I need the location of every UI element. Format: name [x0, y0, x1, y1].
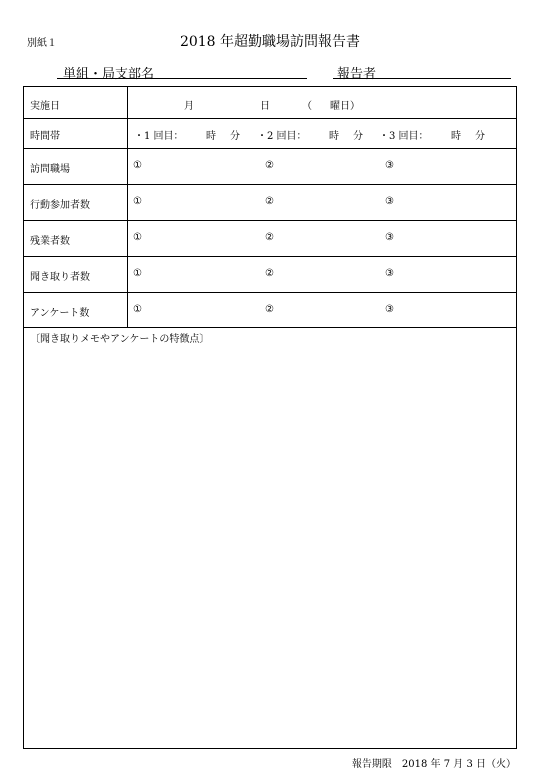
interviewees-3-field[interactable]: ③: [385, 268, 394, 279]
visited-workplace-2-field[interactable]: ②: [265, 160, 274, 171]
date-paren: （: [302, 101, 312, 112]
overtime-workers-2-field[interactable]: ②: [265, 232, 274, 243]
org-name-label: 単組・局支部名: [63, 67, 155, 82]
participants-1-field[interactable]: ①: [133, 196, 142, 207]
row-divider: [24, 148, 516, 149]
visited-workplace-3-field[interactable]: ③: [385, 160, 394, 171]
visited-workplaces-label: 訪問職場: [30, 164, 70, 175]
notes-area[interactable]: [24, 345, 516, 745]
interviewees-2-field[interactable]: ②: [265, 268, 274, 279]
overtime-workers-label: 残業者数: [30, 236, 70, 247]
surveys-1-field[interactable]: ①: [133, 304, 142, 315]
overtime-workers-1-field[interactable]: ①: [133, 232, 142, 243]
interviewees-1-field[interactable]: ①: [133, 268, 142, 279]
column-divider: [127, 87, 128, 327]
participants-2-field[interactable]: ②: [265, 196, 274, 207]
date-row-label: 実施日: [30, 101, 60, 112]
visited-workplace-1-field[interactable]: ①: [133, 160, 142, 171]
time-slot-1-label: ・1 回目：: [134, 131, 184, 142]
time-slot-2-label: ・2 回目：: [257, 131, 307, 142]
overtime-workers-3-field[interactable]: ③: [385, 232, 394, 243]
time-row-label: 時間帯: [30, 131, 60, 142]
surveys-label: アンケート数: [30, 308, 90, 319]
row-divider: [24, 327, 516, 328]
row-divider: [24, 118, 516, 119]
row-divider: [24, 292, 516, 293]
reporter-label: 報告者: [337, 67, 377, 82]
row-divider: [24, 256, 516, 257]
page-title: 2018 年超勤職場訪問報告書: [179, 34, 361, 50]
date-month-field[interactable]: 月: [184, 101, 194, 112]
surveys-2-field[interactable]: ②: [265, 304, 274, 315]
row-divider: [24, 220, 516, 221]
time-slot-2-minute-field[interactable]: 分: [353, 131, 363, 142]
time-slot-3-minute-field[interactable]: 分: [475, 131, 485, 142]
org-name-field[interactable]: [57, 78, 307, 79]
date-day-field[interactable]: 日: [260, 101, 270, 112]
interviewees-label: 聞き取り者数: [30, 272, 90, 283]
notes-label: 〔聞き取りメモやアンケートの特徴点〕: [30, 334, 210, 345]
time-slot-3-hour-field[interactable]: 時: [451, 131, 461, 142]
annex-label: 別紙１: [27, 38, 57, 49]
reporter-field[interactable]: [333, 78, 511, 79]
deadline-note: 報告期限 2018 年 7 月 3 日（火）: [351, 759, 516, 770]
row-divider: [24, 184, 516, 185]
report-form-table: [23, 86, 517, 749]
date-weekday-field[interactable]: 曜日）: [330, 101, 360, 112]
participants-3-field[interactable]: ③: [385, 196, 394, 207]
time-slot-2-hour-field[interactable]: 時: [329, 131, 339, 142]
time-slot-1-hour-field[interactable]: 時: [206, 131, 216, 142]
time-slot-1-minute-field[interactable]: 分: [230, 131, 240, 142]
participants-label: 行動参加者数: [30, 200, 90, 211]
surveys-3-field[interactable]: ③: [385, 304, 394, 315]
time-slot-3-label: ・3 回目：: [379, 131, 429, 142]
